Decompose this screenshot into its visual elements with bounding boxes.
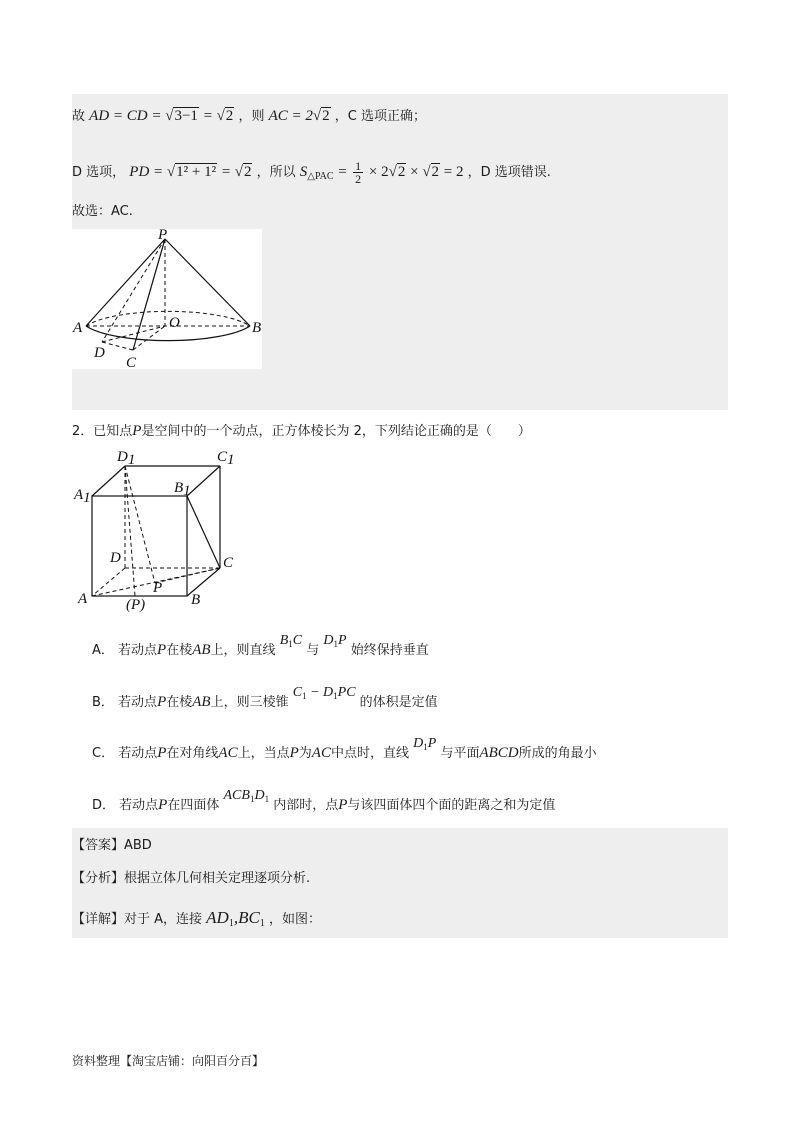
formula-ad-cd: AD = CD = √3−1 = √2 [89,108,234,124]
formula-area-pac: $S_{\triangle PAC}$ = $\frac{1}{2}$ × 2√2 × √2 = 2 [299,159,464,186]
cone-label-c: C [126,355,137,369]
cone-label-o: O [169,315,180,331]
cone-label-d: D [94,345,105,361]
cube-label-b: B [191,592,201,608]
formula-pd: PD = √1² + 1² = √2 [129,163,252,180]
cone-label-a: A [73,320,83,336]
solution-line-1: 故 AD = CD = √3−1 = √2 ，则 AC = 2√2 ，C 选项正确； [72,108,426,124]
question-2-stem: 2．已知点P是空间中的一个动点，正方体棱长为 2，下列结论正确的是（ ） [72,423,531,439]
cube-label-a: A [78,591,88,607]
cube-label-b1: B1 [174,480,191,499]
cube-label-a1: A1 [74,487,91,506]
analysis-line: 【分析】根据立体几何相关定理逐项分析. [72,871,311,886]
solution-conclusion: 故选：AC. [72,204,133,219]
option-b[interactable]: B． 若动点P在棱AB上，则三棱锥 $C_1 - D_1PC$ 的体积是定值 [92,685,438,710]
cube-label-d: D [110,550,121,566]
cube-figure [72,446,242,616]
cube-label-p-paren: (P) [126,597,146,613]
cone-figure [72,229,262,369]
answer-line: 【答案】ABD [72,838,152,853]
cone-label-b: B [252,320,262,336]
solution-line-2: D 选项， PD = √1² + 1² = √2 ，所以 $S_{\triangle PAC}$ = $\frac{1}{2}$ × 2√2 × √2 = 2 ，D 选项错误. [72,159,551,186]
footer-source: 资料整理【淘宝店铺：向阳百分百】 [72,1054,265,1068]
cube-label-p: P [153,580,163,596]
detail-line: 【详解】对于 A，连接 $AD_1,BC_1$ ，如图： [72,908,321,929]
option-d[interactable]: D． 若动点P在四面体 $ACB_1D_1$ 内部时，点P与该四面体四个面的距离之和为定值 [92,788,556,813]
cube-label-d1: D1 [117,449,136,468]
cone-label-p: P [158,229,168,243]
option-c[interactable]: C． 若动点P在对角线AC上，当点P为AC中点时，直线 $D_1P$ 与平面ABCD所成的角最小 [92,736,597,761]
formula-ac: AC = 2√2 [268,108,330,124]
option-a[interactable]: A． 若动点P在棱AB上，则直线 $B_1C$ 与 $D_1P$ 始终保持垂直 [92,633,429,658]
cube-label-c1: C1 [217,449,235,468]
cube-label-c: C [223,555,234,571]
